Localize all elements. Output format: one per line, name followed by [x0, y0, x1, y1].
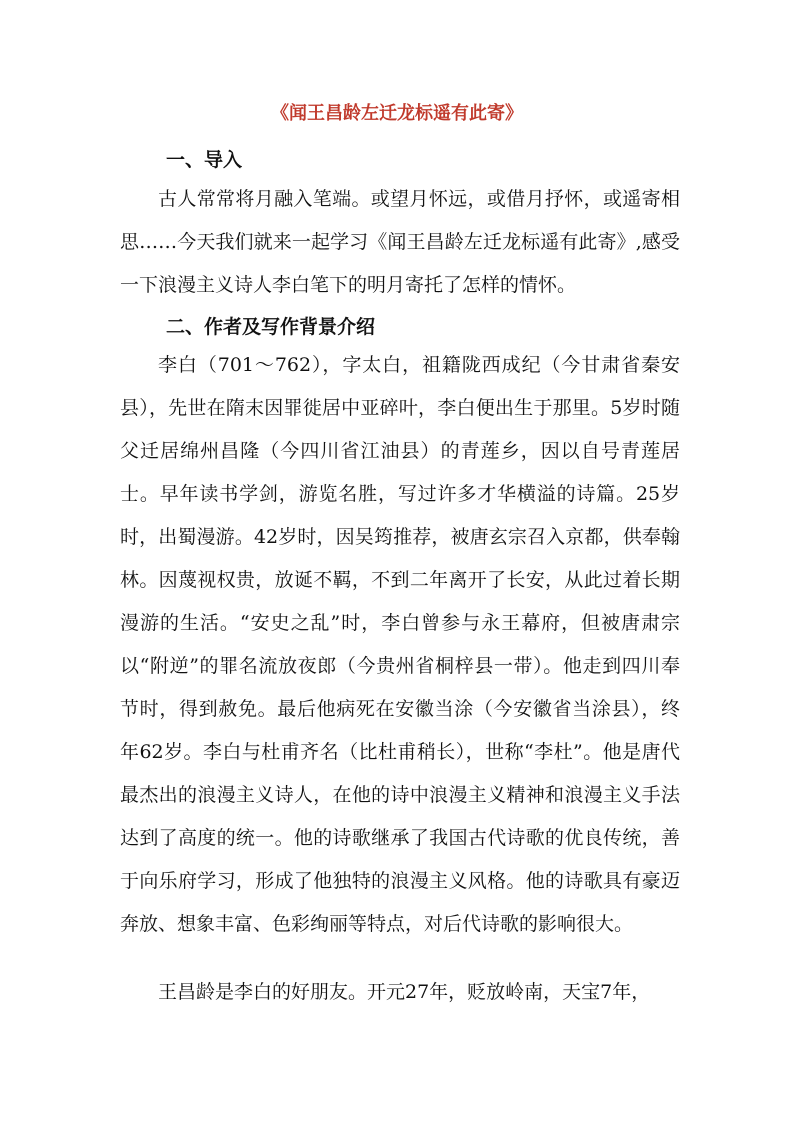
document-title: 《闻王昌龄左迁龙标遥有此寄》 — [271, 103, 523, 124]
section-heading-author-background: 二、作者及写作背景介绍 — [166, 316, 376, 338]
section-heading-intro: 一、导入 — [166, 149, 243, 171]
paragraph-wang-changling: 王昌龄是李白的好朋友。开元27年，贬放岭南，天宝7年， — [158, 981, 651, 1003]
paragraph-author-bio: 李白（701～762），字太白，祖籍陇西成纪（今甘肃省秦安县），先世在隋末因罪徙居中亚碎叶，李白便出生于那里。5岁时随父迁居绵州昌隆（今四川省江油县）的青莲乡，因以自号青莲居士。早年读书学剑，游览名胜，写过许多才华横溢的诗篇。25岁时，出蜀漫游。42岁时，因吴筠推荐，被唐玄宗召入京都，供奉翰林。因蔑视权贵，放诞不羁，不到二年离开了长安，从此过着长期漫游的生活。“安史之乱”时，李白曾参与永王幕府，但被唐肃宗以“附逆”的罪名流放夜郎（今贵州省桐梓县一带）。他走到四川奉节时，得到赦免。最后他病死在安徽当涂（今安徽省当涂县），终年62岁。李白与杜甫齐名（比杜甫稍长），世称“李杜”。他是唐代最杰出的浪漫主义诗人，在他的诗中浪漫主义精神和浪漫主义手法达到了高度的统一。他的诗歌继承了我国古代诗歌的优良传统，善于向乐府学习，形成了他独特的浪漫主义风格。他的诗歌具有豪迈奔放、想象丰富、色彩绚丽等特点，对后代诗歌的影响很大。 — [120, 354, 680, 935]
paragraph-intro: 古人常常将月融入笔端。或望月怀远，或借月抒怀，或遥寄相思……今天我们就来一起学习《闻王昌龄左迁龙标遥有此寄》,感受一下浪漫主义诗人李白笔下的明月寄托了怎样的情怀。 — [120, 188, 680, 296]
